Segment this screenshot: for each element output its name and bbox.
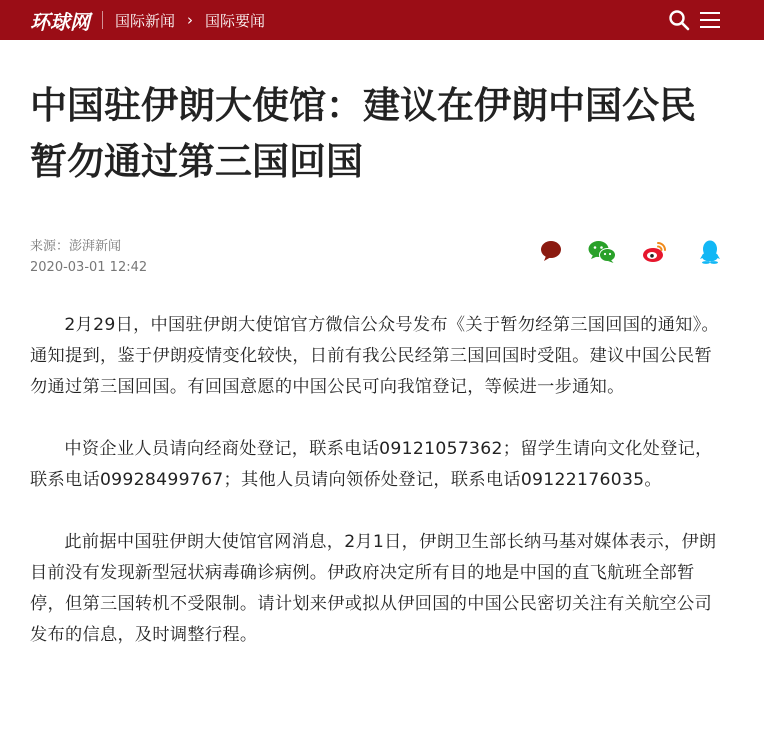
site-logo[interactable]: 环球网 — [30, 9, 90, 34]
top-navigation-bar — [0, 0, 764, 40]
comment-icon[interactable] — [540, 240, 562, 266]
article-meta — [30, 236, 147, 278]
share-bar — [538, 240, 728, 266]
article-body — [30, 310, 720, 682]
article-paragraph: 2月29日，中国驻伊朗大使馆官方微信公众号发布《关于暂勿经第三国回国的通知》。通知提到，鉴于伊朗疫情变化较快，日前有我公民经第三国回国时受阻。建议中国公民暂勿通过第三国回国。有回国意愿的中国公民可向我馆登记，等候进一步通知。 — [30, 315, 720, 397]
article-date: 2020-03-01 12:42 — [30, 260, 148, 275]
logo-divider — [102, 11, 103, 29]
menu-icon[interactable] — [700, 11, 720, 29]
search-icon[interactable] — [668, 9, 690, 31]
header-actions — [658, 0, 720, 40]
breadcrumb-international-news[interactable]: 国际新闻 — [115, 11, 176, 30]
article-source: 来源：澎湃新闻 — [30, 239, 122, 254]
breadcrumb-international-headlines[interactable]: 国际要闻 — [205, 11, 266, 30]
article-paragraph: 此前据中国驻伊朗大使馆官网消息，2月1日，伊朗卫生部长纳马基对媒体表示，伊朗目前没有发现新型冠状病毒确诊病例。伊政府决定所有目的地是中国的直飞航班全部暂停，但第三国转机不受限制。请计划来伊或拟从伊回国的中国公民密切关注有关航空公司发布的信息，及时调整行程。 — [30, 532, 717, 645]
wechat-icon[interactable] — [588, 240, 616, 268]
article-paragraph: 中资企业人员请向经商处登记，联系电话09121057362；留学生请向文化处登记，联系电话09928499767；其他人员请向领侨处登记，联系电话09122176035。 — [30, 439, 713, 490]
weibo-icon[interactable] — [642, 240, 668, 268]
breadcrumb-separator: › — [187, 11, 194, 29]
article-title: 中国驻伊朗大使馆：建议在伊朗中国公民暂勿通过第三国回国 — [30, 84, 696, 183]
qq-icon[interactable] — [700, 240, 720, 268]
